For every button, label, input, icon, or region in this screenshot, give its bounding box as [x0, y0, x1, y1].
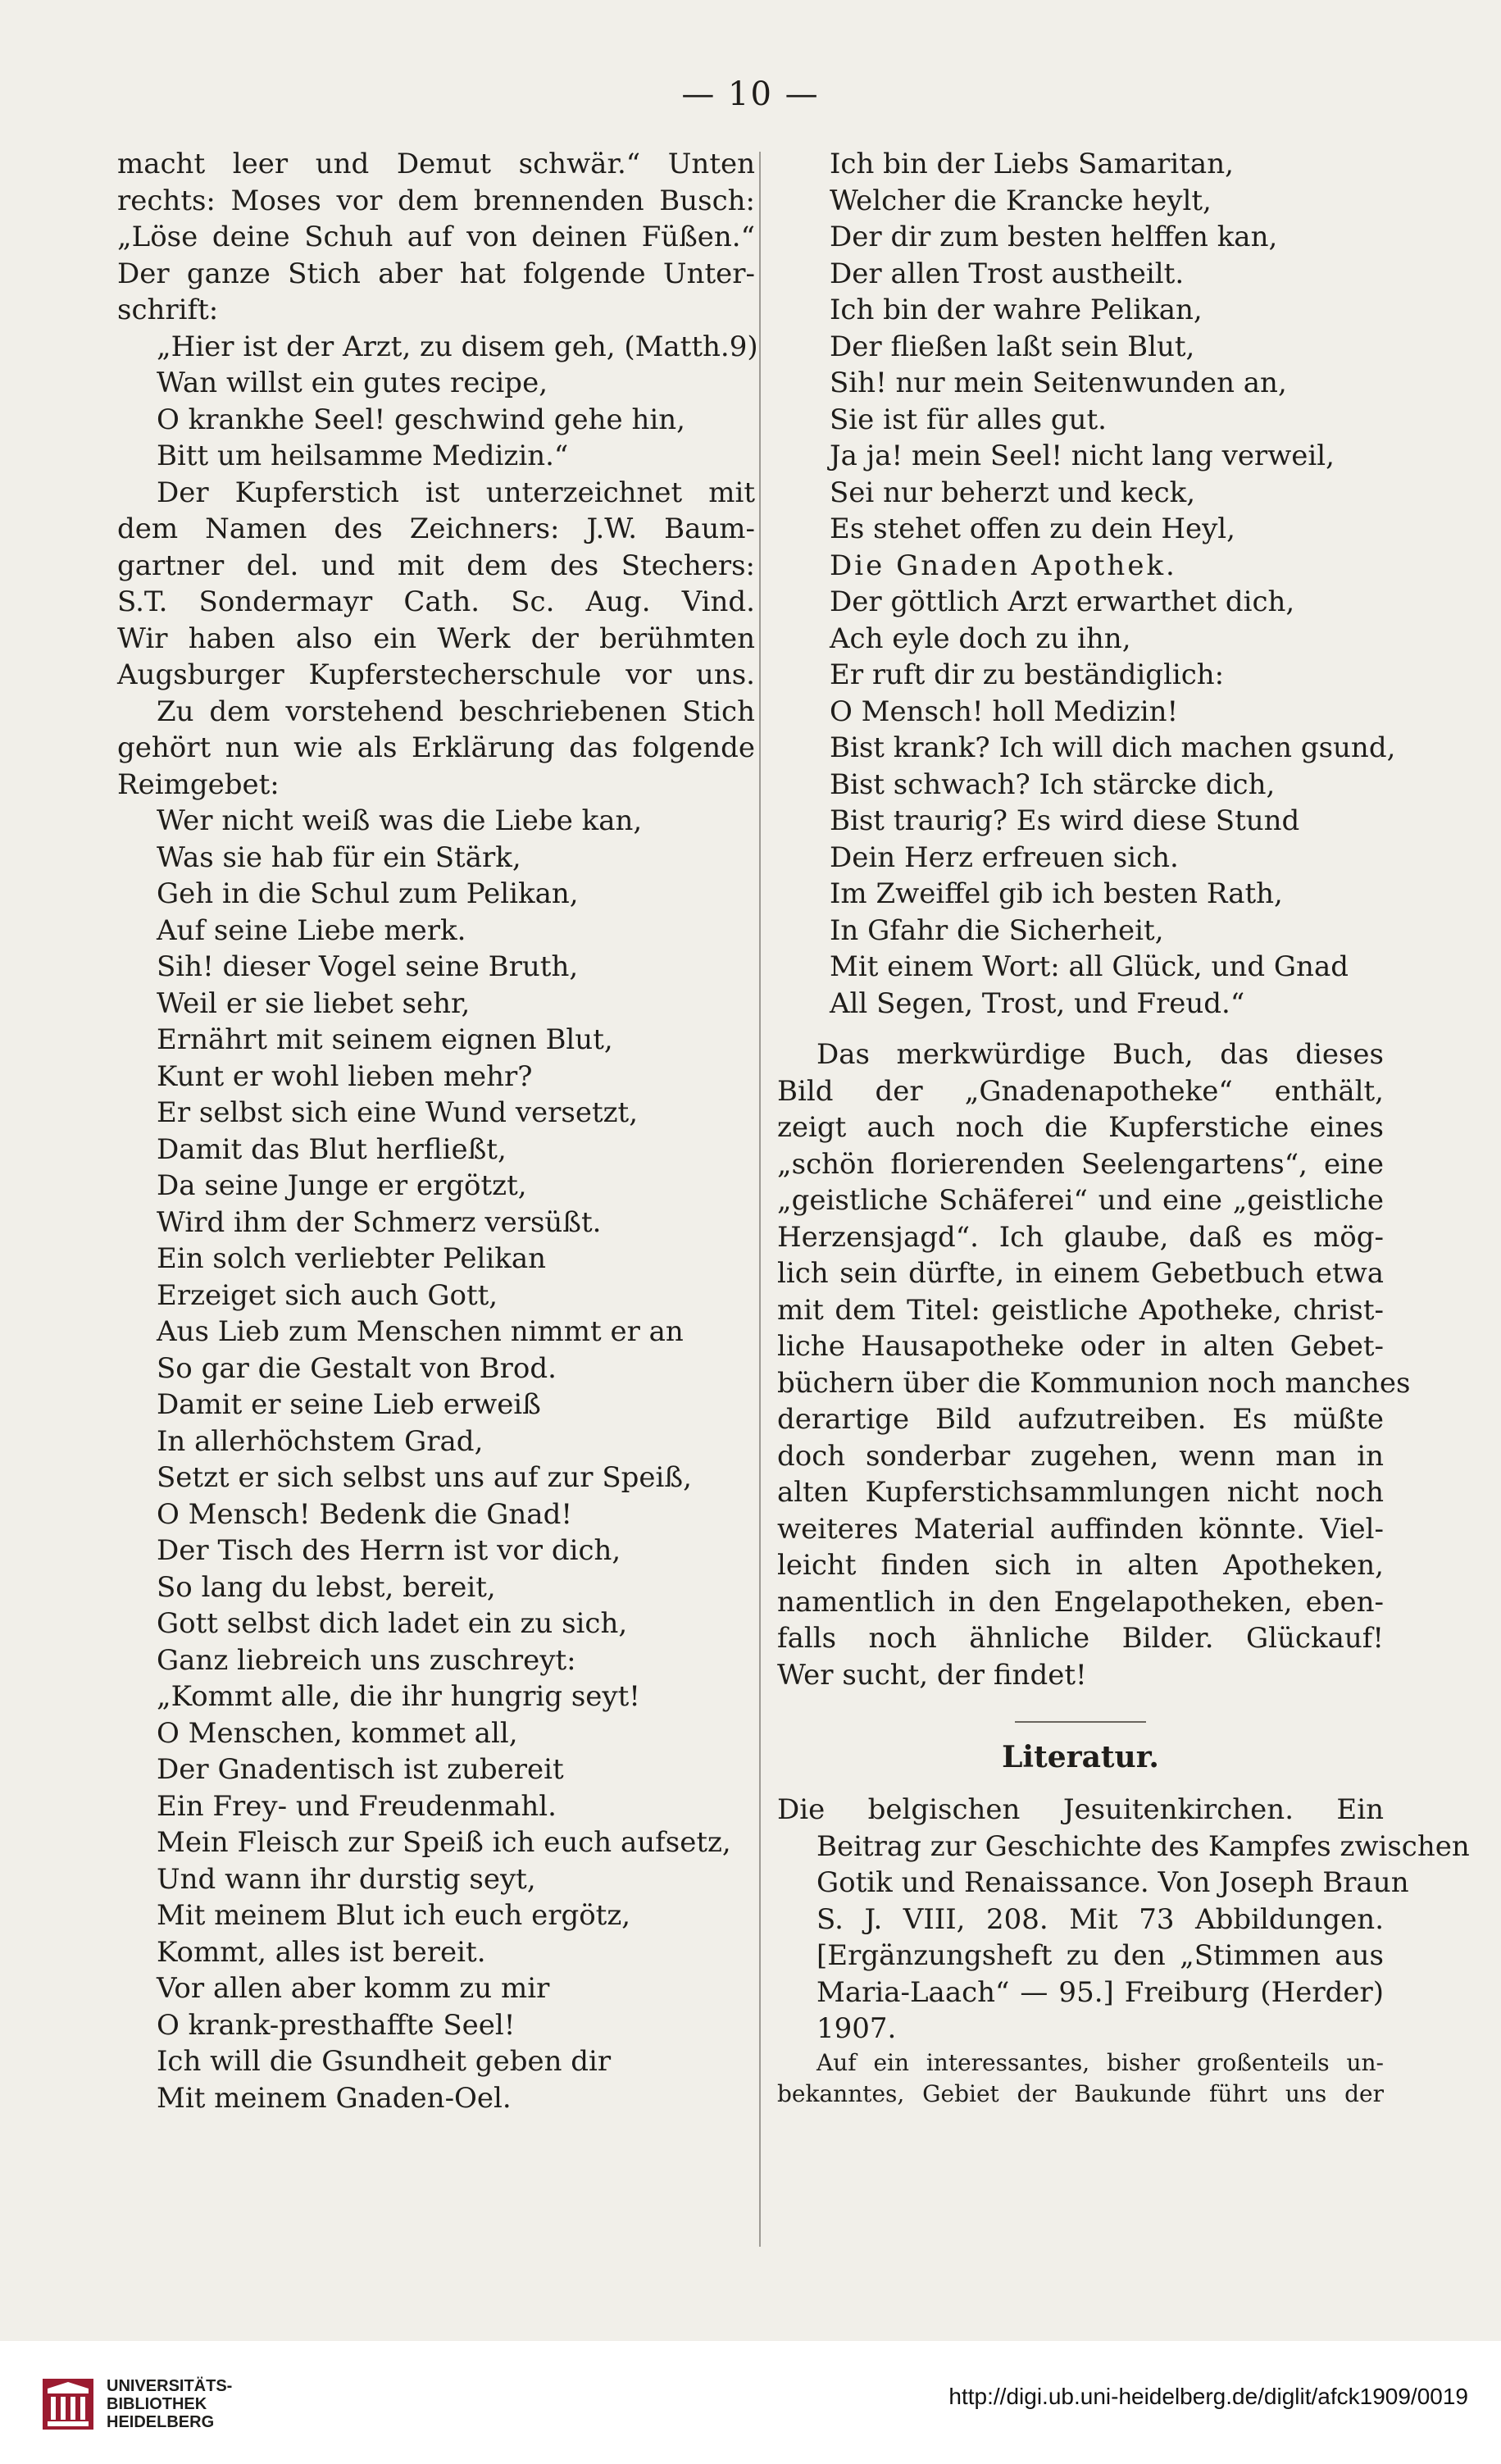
text-line: So gar die Gestalt von Brod. — [157, 1351, 557, 1385]
literature-entry — [777, 1792, 1470, 2047]
literature-note — [777, 2047, 1384, 2110]
text-line: Gott selbst dich ladet ein zu sich, — [157, 1607, 628, 1640]
text-line: Die Gnaden Apothek. — [830, 549, 1177, 582]
text-line: O krankhe Seel! geschwind gehe hin, — [157, 403, 685, 436]
text-line: In allerhöchstem Grad, — [157, 1424, 484, 1458]
text-line: Geh in die Schul zum Pelikan, — [157, 877, 579, 910]
paragraph-gap — [777, 1022, 1384, 1036]
text-line: So lang du lebst, bereit, — [157, 1570, 496, 1604]
text-line: Ich bin der Liebs Samaritan, — [830, 148, 1234, 180]
text-line: Aus Lieb zum Menschen nimmt er an — [157, 1315, 684, 1348]
text-line: Da seine Junge er ergötzt, — [157, 1169, 527, 1202]
text-line: doch sonderbar zugehen, wenn man in — [777, 1439, 1384, 1473]
text-line: In Gfahr die Sicherheit, — [830, 913, 1164, 947]
text-line: Der Kupferstich ist unterzeichnet mit — [157, 476, 755, 509]
text-line: namentlich in den Engelapotheken, eben- — [777, 1585, 1384, 1619]
text-line: Bitt um heilsamme Medizin.“ — [157, 440, 569, 472]
text-line: Auf ein interessantes, bisher großenteils un- — [816, 2048, 1384, 2076]
text-line: Es stehet offen zu dein Heyl, — [830, 512, 1235, 545]
text-line: Wan willst ein gutes recipe, — [157, 367, 548, 399]
section-rule — [1015, 1721, 1146, 1723]
library-logo-text — [107, 2377, 232, 2431]
text-line: Herzensjagd“. Ich glaube, daß es mög- — [777, 1220, 1384, 1254]
text-line: Der allen Trost austheilt. — [830, 257, 1185, 290]
text-line: O krank-presthaffte Seel! — [157, 2008, 516, 2042]
text-line: Augsburger Kupferstecherschule vor uns. — [117, 658, 755, 691]
text-line: „geistliche Schäferei“ und eine „geistliche — [777, 1184, 1384, 1217]
text-line: lich sein dürfte, in einem Gebetbuch etwa — [777, 1257, 1384, 1290]
text-line: S. J. VIII, 208. Mit 73 Abbildungen. — [816, 1902, 1384, 1936]
text-line: Mit einem Wort: all Glück, und Gnad — [830, 950, 1349, 983]
text-line: Wer nicht weiß was die Liebe kan, — [157, 804, 643, 837]
text-line: Ein Frey- und Freudenmahl. — [157, 1789, 557, 1823]
text-line: Der göttlich Arzt erwarthet dich, — [830, 585, 1295, 618]
column-divider — [759, 152, 761, 2247]
text-line: All Segen, Trost, und Freud.“ — [830, 986, 1245, 1020]
logo-line: UNIVERSITÄTS- — [107, 2377, 233, 2395]
text-line: Sie ist für alles gut. — [830, 403, 1107, 436]
text-line: mit dem Titel: geistliche Apotheke, christ- — [777, 1293, 1384, 1327]
text-line: Das merkwürdige Buch, das dieses — [816, 1038, 1384, 1071]
text-line: Damit das Blut herfließt, — [157, 1132, 507, 1166]
text-line: Er ruft dir zu beständiglich: — [830, 658, 1225, 691]
text-line: Sih! dieser Vogel seine Bruth, — [157, 950, 579, 983]
text-line: Der ganze Stich aber hat folgende Unter- — [117, 257, 755, 290]
text-line: „Löse deine Schuh auf von deinen Füßen.“ — [117, 221, 755, 253]
text-line: Mein Fleisch zur Speiß ich euch aufsetz, — [157, 1826, 731, 1859]
text-line: Mit meinem Blut ich euch ergötz, — [157, 1899, 631, 1932]
text-line: Vor allen aber komm zu mir — [157, 1972, 550, 2005]
text-line: Damit er seine Lieb erweiß — [157, 1388, 541, 1421]
text-line: alten Kupferstichsammlungen nicht noch — [777, 1476, 1384, 1509]
text-line: S.T. Sondermayr Cath. Sc. Aug. Vind. — [117, 585, 755, 618]
text-line: Sih! nur mein Seitenwunden an, — [830, 367, 1287, 399]
text-line: 1907. — [816, 2012, 897, 2045]
verse-block — [777, 146, 1396, 1022]
text-line: zeigt auch noch die Kupferstiche eines — [777, 1111, 1384, 1144]
library-logo-icon — [39, 2375, 97, 2433]
text-line: rechts: Moses vor dem brennenden Busch: — [117, 184, 755, 217]
text-line: Bist traurig? Es wird diese Stund — [830, 804, 1300, 837]
text-line: liche Hausapotheke oder in alten Gebet- — [777, 1330, 1384, 1363]
text-line: Ernährt mit seinem eignen Blut, — [157, 1023, 613, 1056]
text-line: Zu dem vorstehend beschriebenen Stich — [157, 695, 755, 728]
text-line: Der fließen laßt sein Blut, — [830, 330, 1195, 363]
text-line: schrift: — [117, 294, 219, 326]
text-line: leicht finden sich in alten Apotheken, — [777, 1549, 1384, 1582]
text-line: Er selbst sich eine Wund versetzt, — [157, 1096, 639, 1129]
text-line: macht leer und Demut schwär.“ Unten — [117, 148, 755, 180]
text-line: Erzeiget sich auch Gott, — [157, 1278, 498, 1312]
prose-block — [777, 1036, 1411, 1693]
text-line: Und wann ihr durstig seyt, — [157, 1862, 536, 1896]
text-line: Dein Herz erfreuen sich. — [830, 840, 1179, 874]
footer-bar — [0, 2341, 1501, 2464]
text-line: dem Namen des Zeichners: J.W. Baum- — [117, 512, 755, 545]
text-line: O Mensch! Bedenk die Gnad! — [157, 1497, 572, 1531]
text-line: Welcher die Krancke heylt, — [830, 184, 1212, 217]
text-line: Der Gnadentisch ist zubereit — [157, 1753, 564, 1786]
text-line: Weil er sie liebet sehr, — [157, 986, 471, 1020]
text-line: Auf seine Liebe merk. — [157, 913, 466, 947]
text-line: Bild der „Gnadenapotheke“ enthält, — [777, 1074, 1384, 1108]
text-line: O Menschen, kommet all, — [157, 1716, 518, 1750]
text-line: weiteres Material auffinden könnte. Viel- — [777, 1512, 1384, 1546]
logo-line: BIBLIOTHEK — [107, 2395, 207, 2413]
logo-line: HEIDELBERG — [107, 2413, 215, 2431]
text-line: O Mensch! holl Medizin! — [830, 695, 1179, 728]
text-line: Kunt er wohl lieben mehr? — [157, 1059, 533, 1093]
text-line: Ja ja! mein Seel! nicht lang verweil, — [830, 440, 1335, 472]
text-line: Beitrag zur Geschichte des Kampfes zwischen — [816, 1829, 1470, 1863]
text-line: Gotik und Renaissance. Von Joseph Braun — [816, 1866, 1409, 1899]
left-column — [117, 146, 758, 2116]
text-line: „Kommt alle, die ihr hungrig seyt! — [157, 1680, 640, 1713]
right-column — [777, 146, 1470, 2110]
text-line: Der dir zum besten helffen kan, — [830, 221, 1278, 253]
text-line: Sei nur beherzt und keck, — [830, 476, 1196, 509]
text-line: Wer sucht, der findet! — [777, 1658, 1087, 1692]
text-line: Ich bin der wahre Pelikan, — [830, 294, 1203, 326]
text-line: „Hier ist der Arzt, zu disem geh, (Matth.9) — [157, 330, 758, 363]
text-line: Im Zweiffel gib ich besten Rath, — [830, 877, 1283, 910]
text-line: Wird ihm der Schmerz versüßt. — [157, 1205, 602, 1239]
source-url-link[interactable]: http://digi.ub.uni-heidelberg.de/diglit/afck1909/0019 — [948, 2384, 1468, 2409]
text-line: Mit meinem Gnaden-Oel. — [157, 2081, 512, 2115]
page-number: — 10 — — [681, 75, 820, 113]
text-line: bekanntes, Gebiet der Baukunde führt uns der — [777, 2079, 1384, 2107]
text-line: „schön florierenden Seelengartens“, eine — [777, 1147, 1384, 1181]
text-line: Kommt, alles ist bereit. — [157, 1935, 486, 1969]
text-line: falls noch ähnliche Bilder. Glückauf! — [777, 1622, 1384, 1655]
text-line: [Ergänzungsheft zu den „Stimmen aus — [816, 1939, 1384, 1972]
text-line: Setzt er sich selbst uns auf zur Speiß, — [157, 1461, 692, 1494]
text-line: Wir haben also ein Werk der berühmten — [117, 622, 755, 655]
text-line: gartner del. und mit dem des Stechers: — [117, 549, 755, 582]
text-line: Bist krank? Ich will dich machen gsund, — [830, 731, 1396, 764]
text-line: derartige Bild aufzutreiben. Es müßte — [777, 1403, 1384, 1436]
text-line: Maria-Laach“ — 95.] Freiburg (Herder) — [816, 1975, 1384, 2009]
text-line: Ich will die Gsundheit geben dir — [157, 2045, 612, 2078]
text-line: Ach eyle doch zu ihn, — [830, 622, 1131, 655]
text-line: Was sie hab für ein Stärk, — [157, 840, 521, 874]
text-line: Der Tisch des Herrn ist vor dich, — [157, 1534, 621, 1567]
literature-heading: Literatur. — [1002, 1740, 1159, 1774]
text-line: Ganz liebreich uns zuschreyt: — [157, 1643, 576, 1677]
text-line: büchern über die Kommunion noch manches — [777, 1366, 1411, 1400]
text-line: Bist schwach? Ich stärcke dich, — [830, 767, 1276, 801]
text-line: gehört nun wie als Erklärung das folgende — [117, 731, 755, 764]
text-line: Reimgebet: — [117, 767, 280, 801]
text-line: Die belgischen Jesuitenkirchen. Ein — [777, 1793, 1384, 1826]
text-line: Ein solch verliebter Pelikan — [157, 1242, 546, 1275]
